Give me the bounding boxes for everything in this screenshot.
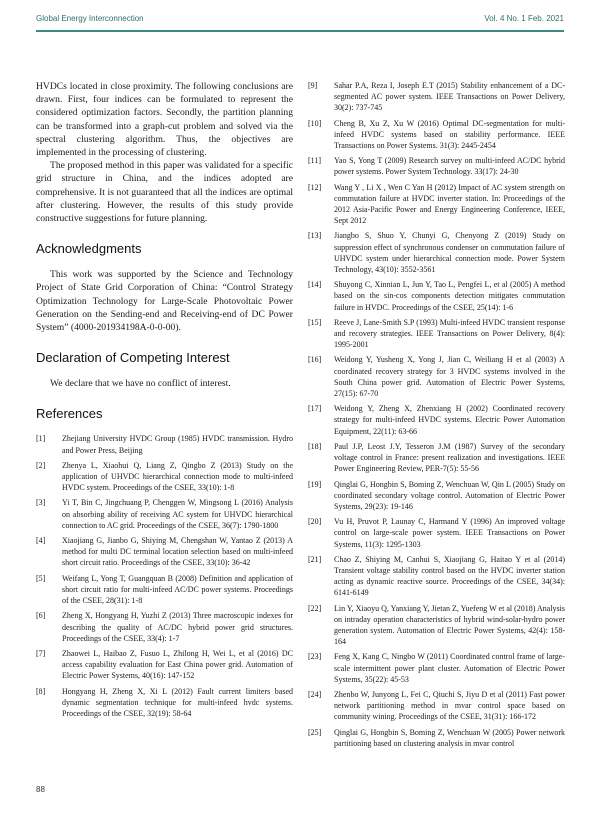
reference-item	[36, 648, 293, 682]
competing-interest-text: We declare that we have no conflict of interest.	[50, 378, 231, 390]
reference-item	[36, 460, 293, 494]
reference-number: [25]	[308, 727, 322, 737]
reference-number: [6]	[36, 611, 46, 621]
reference-text: Yao S, Yong T (2009) Research survey on multi-infeed AC/DC hybrid power systems. Power System Technology. 33(17): 24-30	[334, 156, 565, 177]
volume-info: Vol. 4 No. 1 Feb. 2021	[484, 14, 564, 23]
reference-item	[308, 80, 565, 114]
reference-text: Shuyong C, Xinnian L, Jun Y, Tao L, Pengfei L, et al (2005) A method based on the sin-cos components detection mitigates commutation failure in HVDC. Proceedings of the CSEE, 25(14): 1-6	[334, 280, 565, 312]
reference-number: [12]	[308, 182, 322, 192]
reference-item	[308, 279, 565, 313]
reference-number: [11]	[308, 156, 322, 166]
reference-text: Yi T, Bin C, Jingchuang P, Chenggen W, Mingsong L (2016) Analysis on absorbing ability of receiving AC system for UHVDC hierarchical connection to AC grid. Proceedings of the CSEE, 36(7): 1790-1800	[62, 498, 293, 530]
left-column	[36, 80, 293, 723]
reference-text: Weifang L, Yong T, Guangquan B (2008) Definition and application of short circuit ratio for multi-infeed AC/DC power systems. Proceedings of the CSEE, 28(31): 1-8	[62, 573, 293, 606]
reference-number: [7]	[36, 648, 46, 658]
reference-item	[36, 686, 293, 720]
reference-text: Cheng B, Xu Z, Xu W (2016) Optimal DC-segmentation for multi-infeed HVDC systems based on stability performance. IEEE Transactions on Power Systems. 31(3): 2445-2454	[334, 118, 565, 151]
running-header	[36, 14, 564, 32]
reference-text: Jiangbo S, Shuo Y, Chunyi G, Chenyong Z (2019) Study on suppression effect of synchronous condenser on commutation failure of UHVDC system under hierarchical connection mode. Power System Technology, 43(10): 3552-3561	[334, 231, 565, 275]
references-heading: References	[36, 406, 103, 422]
reference-item	[308, 651, 565, 685]
reference-number: [24]	[308, 689, 322, 699]
reference-text: Sahar P.A, Reza I, Joseph E.T (2015) Stability enhancement of a DC-segmented AC power system. IEEE Transactions on Power Delivery, 30(2): 737-745	[334, 81, 565, 113]
reference-text: Paul J.P, Leost J.Y, Tesseron J.M (1987) Survey of the secondary voltage control in France: present realization and investigations. IEEE Power Engineering Review, PER-7(5): 55-56	[334, 441, 565, 474]
reference-number: [22]	[308, 603, 322, 613]
reference-text: Hongyang H, Zheng X, Xi L (2012) Fault current limiters based dynamic segmentation technique for multi-infeed hvdc systems. Proceedings of the CSEE, 32(19): 58-64	[62, 686, 293, 718]
reference-item	[36, 535, 293, 569]
reference-number: [13]	[308, 231, 322, 241]
reference-text: Vu H, Pruvot P, Launay C, Harmand Y (1996) An improved voltage control on large-scale power system. IEEE Transactions on Power Systems, 11(3): 1295-1303	[334, 517, 565, 549]
reference-number: [5]	[36, 573, 46, 583]
reference-number: [3]	[36, 498, 46, 508]
reference-number: [19]	[308, 479, 322, 489]
reference-item	[308, 689, 565, 723]
reference-text: Lin Y, Xiaoyu Q, Yanxiang Y, Jietan Z, Yuefeng W et al (2018) Analysis on intraday operation characteristics of hybrid wind-solar-hydro power generation system. Automation of Electric Power Systems, 42(4): 158-164	[334, 603, 565, 647]
reference-number: [4]	[36, 536, 46, 546]
reference-text: Wang Y , Li X , Wen C Yan H (2012) Impact of AC system strength on commutation failure at HVDC inverter station. In: Proceedings of the 2012 Asia-Pacific Power and Energy Engineering Conference, IEEE, Sept 2012	[334, 182, 565, 226]
reference-item	[308, 479, 565, 513]
reference-number: [17]	[308, 404, 322, 414]
reference-number: [15]	[308, 317, 322, 327]
reference-number: [1]	[36, 434, 46, 444]
reference-number: [8]	[36, 686, 46, 696]
reference-item	[308, 554, 565, 599]
right-column	[308, 80, 565, 753]
page-number: 88	[36, 785, 45, 794]
reference-number: [23]	[308, 652, 322, 662]
reference-item	[308, 727, 565, 749]
conclusion-paragraph: HVDCs located in close proximity. The following conclusions are drawn. First, four indices can be formulated to represent the considered optimization factors. Secondly, the partition planning can be transformed into a graph-cut problem and solved via the spectral clustering algorithm. Thus, the objectives are implemented in the processing of clustering.	[36, 81, 293, 159]
reference-item	[308, 403, 565, 437]
reference-text: Qinglai G, Hongbin S, Boming Z, Wenchuan W, Qin L (2005) Study on coordinated secondary voltage control. Automation of Electric Power Systems, 29(23): 19-146	[334, 479, 565, 511]
conclusion-paragraph: The proposed method in this paper was validated for a specific grid structure in China, and the indices adopted are comprehensive. It is not guaranteed that all the indices are optimal after clustering. However, the results of this study provide constructive suggestions for future planning.	[36, 160, 293, 225]
competing-interest-heading: Declaration of Competing Interest	[36, 350, 230, 366]
reference-item	[308, 441, 565, 475]
reference-item	[308, 603, 565, 648]
reference-item	[308, 516, 565, 550]
reference-item	[36, 573, 293, 607]
references-list-left	[36, 433, 293, 719]
acknowledgments-text: This work was supported by the Science and Technology Project of State Grid Corporation of China: “Control Strategy Optimization Technology for Large-Scale Photovoltaic Power Generation on the Sending-end and Receiving-end of DC Power System” (4000-201934198A-0-0-00).	[36, 269, 293, 334]
reference-text: Feng X, Kang C, Ningbo W (2011) Coordinated control frame of large-scale intermittent power plant cluster. Automation of Electric Power Systems, 35(22): 45-53	[334, 652, 565, 684]
reference-number: [10]	[308, 118, 322, 128]
acknowledgments-heading: Acknowledgments	[36, 241, 142, 257]
reference-number: [2]	[36, 460, 46, 470]
reference-text: Weidong Y, Yusheng X, Yong J, Jian C, Weiliang H et al (2003) A coordinated recovery strategy for 3 HVDC systems involved in the South China power grid. Automation of Electric Power Systems, 27(15): 67-70	[334, 355, 565, 399]
reference-item	[308, 354, 565, 399]
reference-item	[36, 433, 293, 455]
reference-text: Qinglai G, Hongbin S, Boming Z, Wenchuan W (2005) Power network partitioning based on clustering analysis in mvar control	[334, 727, 565, 748]
reference-item	[36, 610, 293, 644]
reference-number: [9]	[308, 81, 318, 90]
reference-item	[36, 497, 293, 531]
reference-item	[308, 182, 565, 227]
reference-text: Reeve J, Lane-Smith S.P (1993) Multi-infeed HVDC transient response and recovery strategies. IEEE Transactions on Power Delivery, 8(4): 1995-2001	[334, 317, 565, 350]
reference-text: Zhenbo W, Junyong L, Fei C, Qiuchi S, Jiyu D et al (2011) Fast power network partitioning method in mvar control space based on community wining. Proceedings of the CSEE, 31(31): 166-172	[334, 689, 565, 722]
reference-item	[308, 230, 565, 275]
journal-name: Global Energy Interconnection	[36, 14, 144, 23]
reference-item	[308, 118, 565, 152]
reference-text: Weidong Y, Zheng X, Zhenxiang H (2002) Coordinated recovery strategy for multi-infeed HVDC systems. Electric Power Automation Equipment, 22(11): 63-66	[334, 404, 565, 436]
reference-text: Zhenya L, Xiaohui Q, Liang Z, Qingbo Z (2013) Study on the application of UHVDC hierarchical connection mode to multi-infeed HVDC system. Proceedings of the CSEE, 33(10): 1-8	[62, 460, 293, 493]
reference-item	[308, 155, 565, 177]
reference-number: [14]	[308, 280, 322, 290]
header-rule	[36, 30, 564, 32]
reference-text: Chao Z, Shiying M, Canhui S, Xiaojiang G, Haitao Y et al (2014) Transient voltage stability control based on the HVDC inverter station acting as dynamic reactive source. Proceedings of the CSEE, 34(34): 6141-6149	[334, 554, 565, 598]
reference-text: Zhejiang University HVDC Group (1985) HVDC transmission. Hydro and Power Press, Beijing	[62, 434, 293, 455]
reference-text: Zhaowei L, Haibao Z, Fusuo L, Zhilong H, Wei L, et al (2016) DC access capability evaluation for East China power grid. Automation of Electric Power Systems, 40(16): 147-152	[62, 648, 293, 681]
reference-number: [20]	[308, 517, 322, 527]
reference-number: [21]	[308, 554, 322, 564]
reference-number: [16]	[308, 355, 322, 365]
reference-item	[308, 317, 565, 351]
reference-text: Zheng X, Hongyang H, Yuzhi Z (2013) Three macroscopic indexes for describing the quality of AC/DC hybrid power grid structures. Proceedings of the CSEE, 33(4): 1-7	[62, 611, 293, 643]
reference-text: Xiaojiang G, Jianbo G, Shiying M, Chengshan W, Yantao Z (2013) A method for multi DC terminal location selection based on multi-infeed short circuit ratio. Proceedings of the CSEE, 33(10): 36-42	[62, 536, 293, 568]
reference-number: [18]	[308, 441, 322, 451]
references-list-right	[308, 80, 565, 749]
